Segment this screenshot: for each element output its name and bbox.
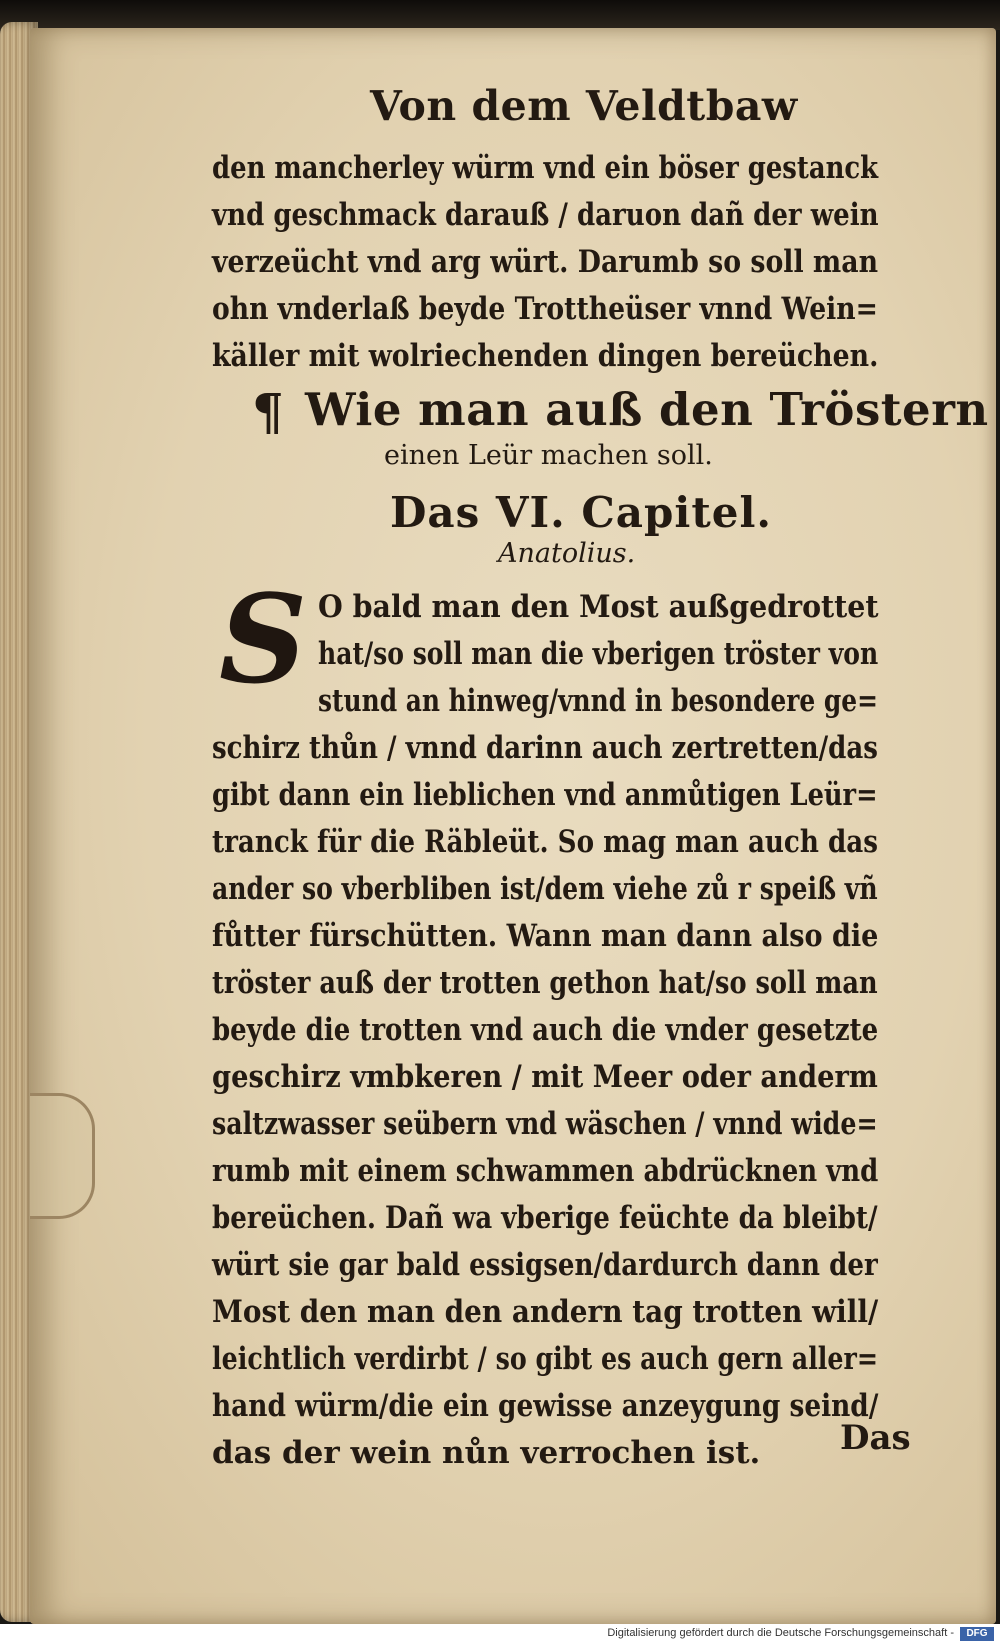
source-attribution: Anatolius. [498,538,636,569]
text-line: vnd geschmack darauß / daruon dañ der wein [212,197,879,233]
text-line: käller mit wolriechenden dingen bereüchen. [212,338,879,374]
text-line: stund an hinweg/vnnd in besondere ge= [318,683,878,719]
footer-credit: Digitalisierung gefördert durch die Deutsche Forschungsgemeinschaft - [607,1627,954,1639]
book-top-edge [0,0,1000,30]
dfg-logo: DFG [960,1627,994,1641]
text-line: fůtter fürschütten. Wann man dann also die [212,918,879,954]
text-line: saltzwasser seübern vnd wäschen / vnnd wide= [212,1106,878,1142]
decorated-initial-letter: S [218,567,308,711]
text-line: tranck für die Räbleüt. So mag man auch das [212,824,878,860]
text-line: würt sie gar bald essigsen/dardurch dann der [212,1247,878,1283]
text-line: geschirz vmbkeren / mit Meer oder anderm [212,1059,878,1095]
text-line: hat/so soll man die vberigen tröster von [318,636,879,672]
text-line: den mancherley würm vnd ein böser gestanck [212,150,879,186]
chapter-title: Wie man auß den Tröstern [305,383,989,436]
bookmark-band [30,1093,95,1219]
text-line: O bald man den Most außgedrottet [318,589,879,625]
chapter-subtitle: einen Leür machen soll. [384,440,713,471]
text-line: leichtlich verdirbt / so gibt es auch gern aller= [212,1341,879,1377]
text-line: hand würm/die ein gewisse anzeygung seind/ [212,1388,879,1424]
text-line: schirz thůn / vnnd darinn auch zertretten/das [212,730,878,766]
text-line: bereüchen. Dañ wa vberige feüchte da bleibt/ [212,1200,878,1236]
text-line: gibt dann ein lieblichen vnd anmůtigen Leür= [212,777,878,813]
text-line: ohn vnderlaß beyde Trottheüser vnnd Wein= [212,291,878,327]
catchword: Das [840,1418,911,1458]
text-line: rumb mit einem schwammen abdrücknen vnd [212,1153,879,1189]
pilcrow-mark: ¶ [252,382,284,441]
running-head: Von dem Veldtbaw [370,82,798,130]
chapter-number: Das VI. Capitel. [390,488,773,537]
text-line: Most den man den andern tag trotten will/ [212,1294,879,1330]
text-line: tröster auß der trotten gethon hat/so soll man [212,965,878,1001]
text-line: ander so vberbliben ist/dem viehe zů r speiß vñ [212,871,878,907]
text-line: das der wein nůn verrochen ist. [212,1435,761,1471]
text-line: beyde die trotten vnd auch die vnder gesetzte [212,1012,879,1048]
text-line: verzeücht vnd arg würt. Darumb so soll man [212,244,879,280]
